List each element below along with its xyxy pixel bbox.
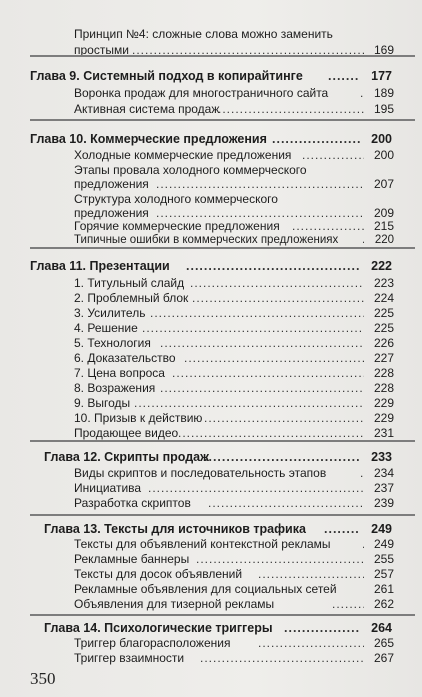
chapter-heading (0, 131, 422, 148)
toc-page-number: 265 (373, 636, 394, 650)
toc-page-number: 220 (374, 234, 394, 246)
toc-entry-text: Структура холодного коммерческого (74, 192, 278, 206)
toc-entry (0, 85, 422, 102)
chapter-page-number: 200 (371, 132, 392, 146)
leader-dots (186, 258, 360, 275)
toc-entry (0, 495, 422, 512)
toc-entry-text: Этапы провала холодного коммерческого (74, 163, 307, 177)
toc-entry-text: Триггер взаимности (74, 651, 185, 665)
toc-entry (0, 650, 422, 667)
chapter-heading (0, 449, 422, 466)
toc-page-number: 228 (373, 366, 394, 380)
chapter-title: Глава 10. Коммерческие предложения (30, 132, 267, 146)
toc-entry-text: 9. Выгоды (74, 396, 131, 410)
toc-page-number: 195 (373, 102, 394, 116)
toc-entry-text: Принцип №4: сложные слова можно заменить (74, 27, 333, 41)
page-number: 350 (30, 669, 56, 688)
section-divider (30, 440, 415, 442)
toc-page-number: 255 (373, 552, 394, 566)
toc-page-number: 234 (373, 466, 394, 480)
toc-entry (0, 101, 422, 118)
toc-page-number: 257 (373, 567, 394, 581)
toc-page-number: 249 (373, 537, 394, 551)
toc-page-number: 237 (373, 481, 394, 495)
toc-entry-text: Виды скриптов и последовательность этапов (74, 466, 327, 480)
chapter-page-number: 177 (371, 69, 392, 83)
toc-entry-text: Воронка продаж для многостраничного сайта (74, 86, 329, 100)
toc-page-number: 169 (373, 43, 394, 57)
section-divider (30, 247, 415, 249)
toc-entry-text: Холодные коммерческие предложения (74, 148, 292, 162)
chapter-page-number: 233 (371, 450, 392, 464)
toc-page-number: 223 (373, 276, 394, 290)
toc-page-number: 267 (373, 651, 394, 665)
toc-entry (0, 596, 422, 613)
toc-entry-text: Типичные ошибки в коммерческих предложениях (74, 234, 339, 246)
chapter-heading (0, 68, 422, 85)
toc-page-number: 229 (373, 411, 394, 425)
chapter-title: Глава 11. Презентации (30, 259, 170, 273)
leader-dots (332, 596, 364, 613)
toc-entry-text: предложения (74, 177, 149, 191)
toc-entry-text: Тексты для объявлений контекстной рекламы (74, 537, 331, 551)
toc-entry-text: 7. Цена вопроса (74, 366, 165, 380)
section-divider (30, 514, 415, 516)
toc-page-number: 200 (373, 148, 394, 162)
toc-page-number: 239 (373, 496, 394, 510)
toc-entry-text: Рекламные объявления для социальных сетей (74, 582, 337, 596)
chapter-title: Глава 14. Психологические триггеры (44, 621, 273, 635)
leader-dots (360, 85, 364, 102)
toc-page-number: 189 (373, 86, 394, 100)
toc-page-number: 262 (373, 597, 394, 611)
toc-page-number: 209 (373, 206, 394, 220)
chapter-page-number: 264 (371, 621, 392, 635)
chapter-page-number: 249 (371, 522, 392, 536)
toc-entry-text: предложения (74, 206, 149, 220)
toc-page-number: 231 (373, 426, 394, 440)
toc-entry-text: 3. Усилитель (74, 306, 146, 320)
toc-page-number: 207 (373, 177, 394, 191)
toc-entry-text: Разработка скриптов (74, 496, 191, 510)
leader-dots (208, 495, 364, 512)
toc-entry-text: Продающее видео (74, 426, 179, 440)
toc-page-number: 228 (373, 381, 394, 395)
toc-entry-text: Рекламные баннеры (74, 552, 190, 566)
toc-page-number: 229 (373, 396, 394, 410)
toc-entry-text: 1. Титульный слайд (74, 276, 185, 290)
toc-page-number: 226 (373, 336, 394, 350)
chapter-title: Глава 12. Скрипты продаж (44, 450, 209, 464)
toc-entry-text: 10. Призыв к действию (74, 411, 203, 425)
leader-dots (272, 131, 360, 148)
toc-page-number: 224 (373, 291, 394, 305)
toc-entry-text: Тексты для досок объявлений (74, 567, 243, 581)
toc-entry-text: 4. Решение (74, 321, 138, 335)
toc-entry-text: Триггер благорасположения (74, 636, 231, 650)
leader-dots (328, 68, 360, 85)
toc-entry (0, 26, 422, 43)
toc-page-number: 225 (373, 321, 394, 335)
toc-entry-text: Инициатива (74, 481, 142, 495)
toc-page-number: 225 (373, 306, 394, 320)
leader-dots (200, 650, 364, 667)
section-divider (30, 119, 415, 121)
toc-entry-text: Активная система продаж (74, 102, 220, 116)
toc-entry-text: 8. Возражения (74, 381, 156, 395)
toc-page-number: 227 (373, 351, 394, 365)
section-divider (30, 55, 415, 57)
toc-entry-text: 6. Доказательство (74, 351, 176, 365)
chapter-heading (0, 258, 422, 275)
toc-page-number: 261 (373, 582, 394, 596)
leader-dots (204, 449, 360, 466)
toc-entry-text: Горячие коммерческие предложения (74, 219, 280, 233)
section-divider (30, 614, 415, 616)
chapter-page-number: 222 (371, 259, 392, 273)
leader-dots (218, 101, 364, 118)
chapter-title: Глава 13. Тексты для источников трафика (44, 522, 306, 536)
toc-entry-text: 5. Технология (74, 336, 151, 350)
toc-entry-text: простыми (74, 43, 129, 57)
toc-entry-text: 2. Проблемный блок (74, 291, 189, 305)
toc-entry-text: Объявления для тизерной рекламы (74, 597, 275, 611)
toc-page-number: 215 (373, 219, 394, 233)
chapter-title: Глава 9. Системный подход в копирайтинге (30, 69, 303, 83)
